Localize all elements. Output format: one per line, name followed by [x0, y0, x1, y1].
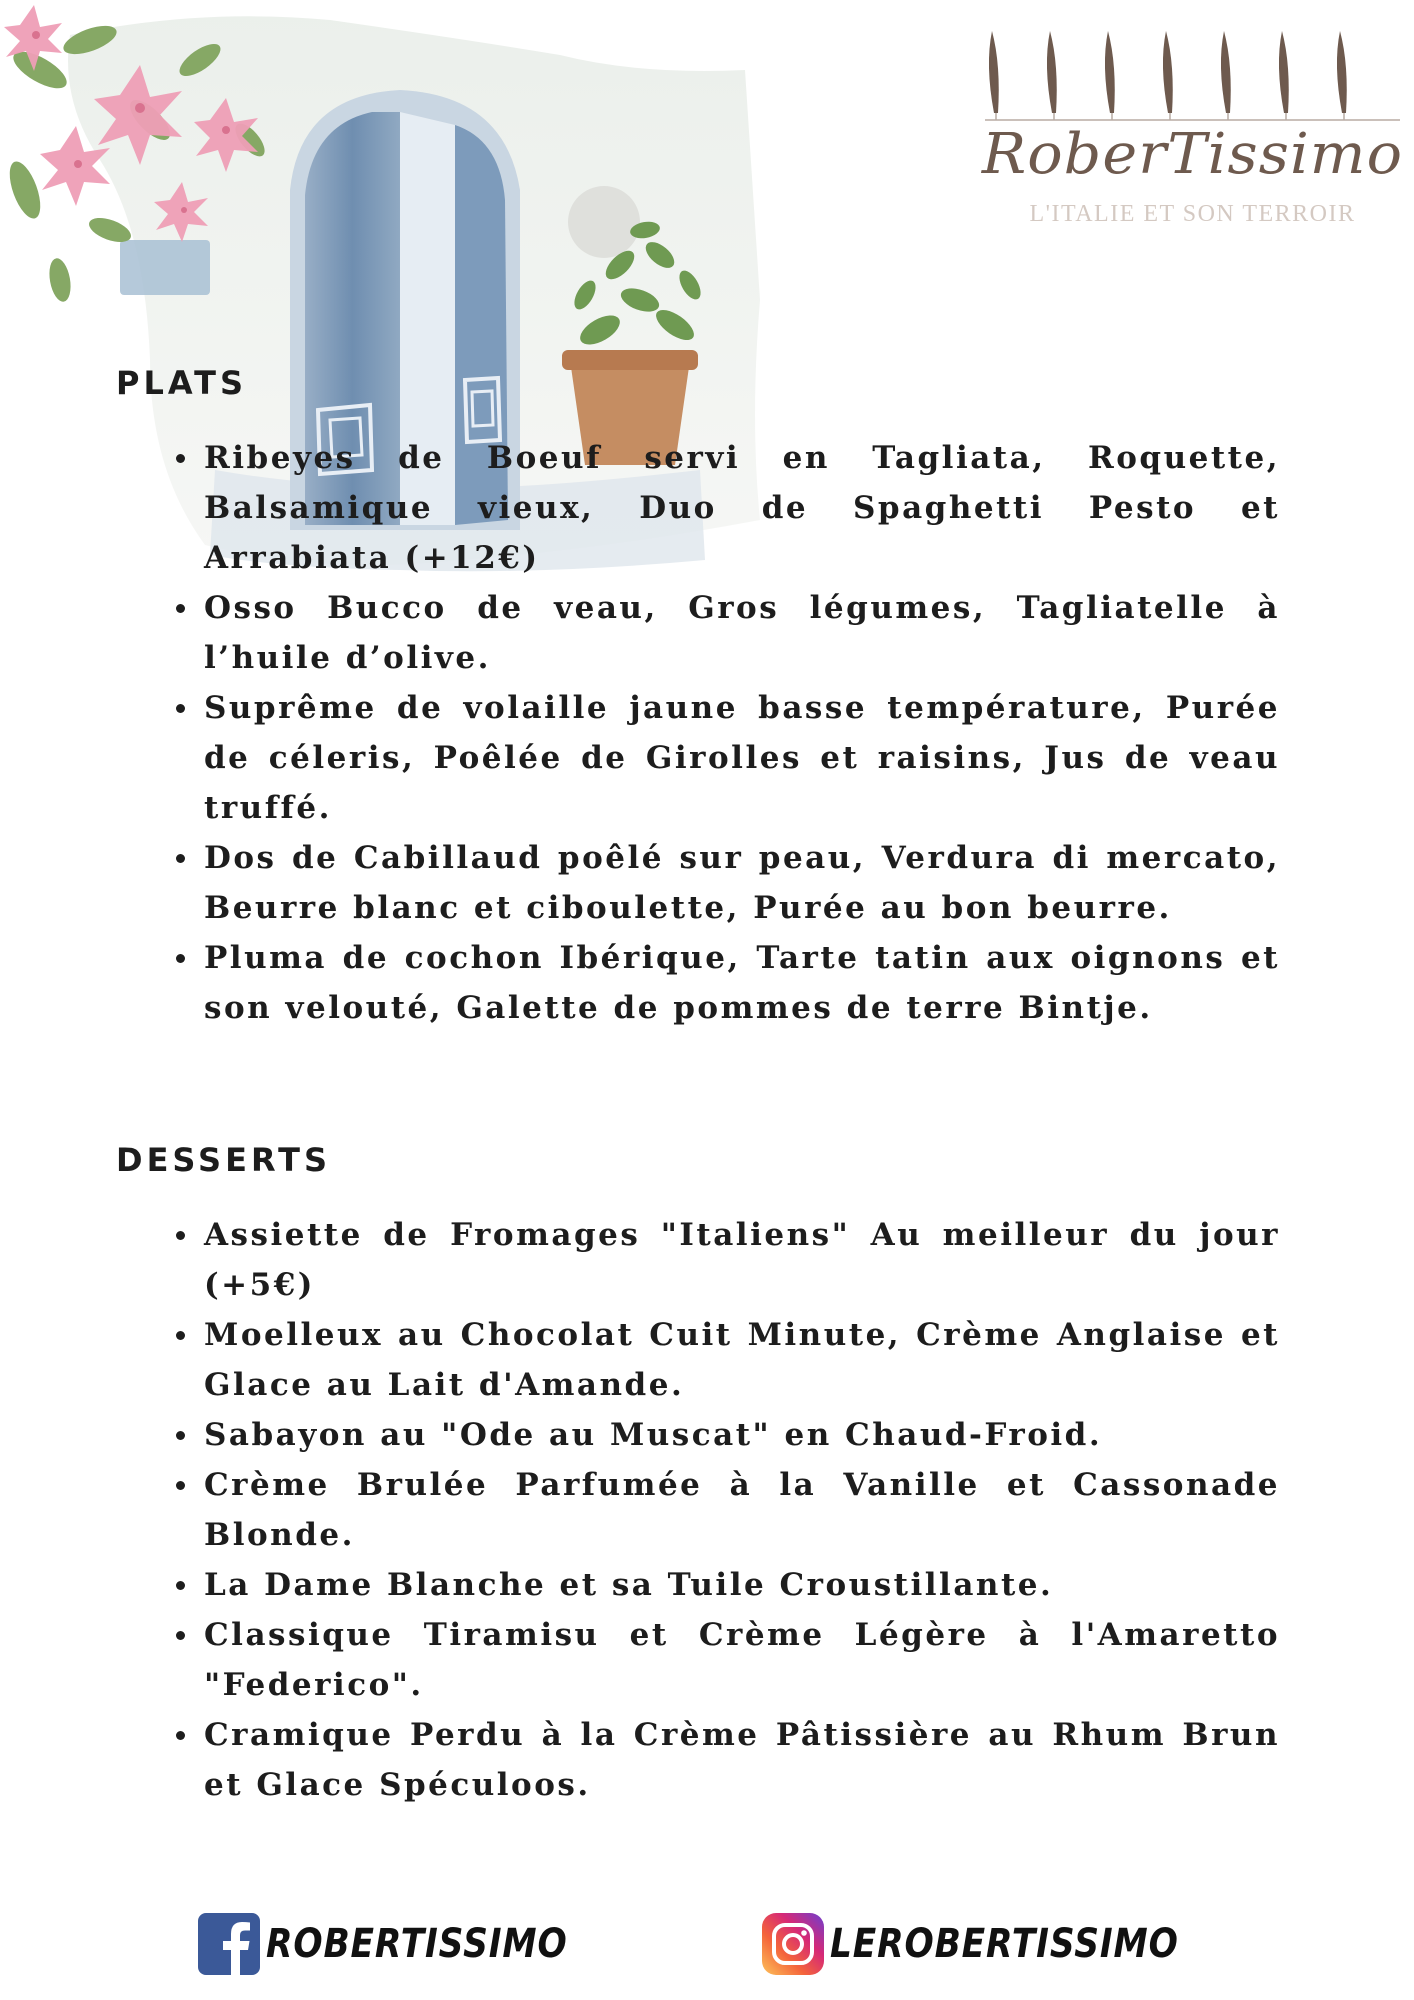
list-item	[172, 833, 1280, 933]
bullet	[176, 704, 185, 713]
section-title-desserts: DESSERTS	[116, 1141, 332, 1179]
instagram-handle: LEROBERTISSIMO	[830, 1921, 1179, 1967]
instagram-link[interactable]	[762, 1911, 1235, 1977]
list-item	[172, 583, 1280, 683]
dish-text: La Dame Blanche et sa Tuile Croustillante.	[204, 1567, 1054, 1603]
list-item	[172, 1310, 1280, 1410]
dish-text: Assiette de Fromages "Italiens" Au meilleur du jour (+5€)	[204, 1217, 1280, 1303]
plats-list	[172, 433, 1280, 1033]
instagram-icon	[762, 1913, 824, 1975]
dish-text: Suprême de volaille jaune basse température, Purée de céleris, Poêlée de Girolles et raisins, Jus de veau truffé.	[204, 690, 1280, 826]
bullet	[176, 1331, 185, 1340]
dish-text: Moelleux au Chocolat Cuit Minute, Crème Anglaise et Glace au Lait d'Amande.	[204, 1317, 1280, 1403]
cypress-trees-emblem	[985, 25, 1400, 125]
dish-text: Cramique Perdu à la Crème Pâtissière au Rhum Brun et Glace Spéculoos.	[204, 1717, 1280, 1803]
facebook-handle: ROBERTISSIMO	[266, 1921, 568, 1967]
bullet	[176, 1231, 185, 1240]
facebook-icon	[198, 1913, 260, 1975]
dish-text: Ribeyes de Boeuf servi en Tagliata, Roquette, Balsamique vieux, Duo de Spaghetti Pesto et Arrabiata (+12€)	[204, 440, 1280, 576]
desserts-list	[172, 1210, 1280, 1810]
bullet	[176, 604, 185, 613]
dish-text: Osso Bucco de veau, Gros légumes, Tagliatelle à l’huile d’olive.	[204, 590, 1280, 676]
brand-name: RoberTissimo	[981, 122, 1404, 187]
dish-text: Dos de Cabillaud poêlé sur peau, Verdura di mercato, Beurre blanc et ciboulette, Purée au bon beurre.	[204, 840, 1280, 926]
restaurant-logo	[981, 25, 1404, 235]
dish-text: Pluma de cochon Ibérique, Tarte tatin aux oignons et son velouté, Galette de pommes de terre Bintje.	[204, 940, 1280, 1026]
list-item	[172, 1610, 1280, 1710]
list-item	[172, 433, 1280, 583]
section-title-plats: PLATS	[116, 364, 247, 402]
brand-tagline: L'ITALIE ET SON TERROIR	[1029, 201, 1356, 227]
list-item	[172, 1710, 1280, 1810]
bullet	[176, 854, 185, 863]
list-item	[172, 933, 1280, 1033]
bullet	[176, 454, 185, 463]
list-item	[172, 1460, 1280, 1560]
list-item	[172, 1210, 1280, 1310]
list-item	[172, 1560, 1280, 1610]
dish-text: Crème Brulée Parfumée à la Vanille et Cassonade Blonde.	[204, 1467, 1280, 1553]
bullet	[176, 1631, 185, 1640]
bullet	[176, 1481, 185, 1490]
bullet	[176, 1581, 185, 1590]
dish-text: Classique Tiramisu et Crème Légère à l'Amaretto "Federico".	[204, 1617, 1280, 1703]
bullet	[176, 1431, 185, 1440]
list-item	[172, 683, 1280, 833]
list-item	[172, 1410, 1280, 1460]
dish-text: Sabayon au "Ode au Muscat" en Chaud-Froid.	[204, 1417, 1103, 1453]
facebook-link[interactable]	[198, 1911, 617, 1977]
bullet	[176, 954, 185, 963]
bullet	[176, 1731, 185, 1740]
